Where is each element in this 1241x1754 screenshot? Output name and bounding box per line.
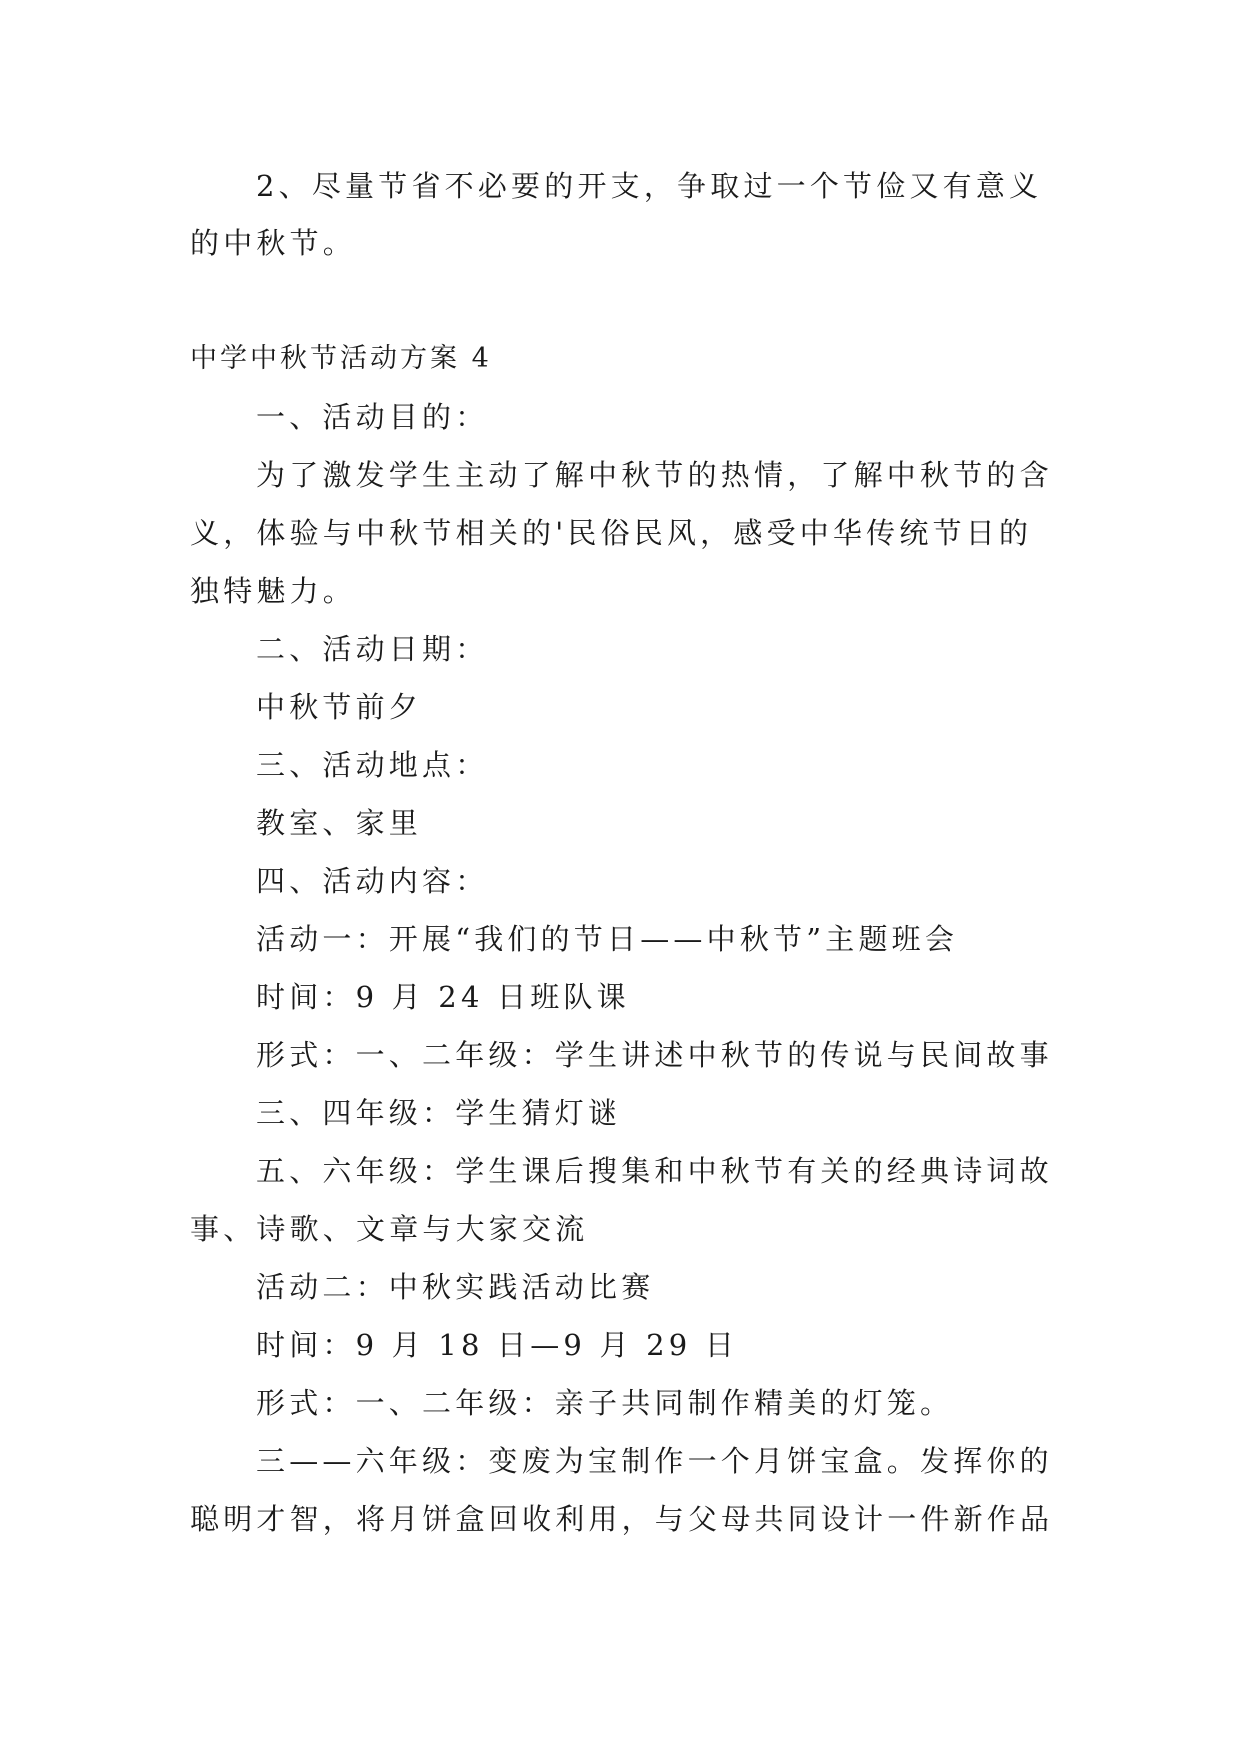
section-heading: 四、活动内容： xyxy=(256,864,489,898)
paragraph-line: 形式：一、二年级：学生讲述中秋节的传说与民间故事 xyxy=(256,1038,1053,1072)
paragraph-line: 三——六年级：变废为宝制作一个月饼宝盒。发挥你的 xyxy=(256,1444,1053,1478)
paragraph-line: 2、尽量节省不必要的开支，争取过一个节俭又有意义 xyxy=(256,169,1043,203)
paragraph-line: 活动一：开展“我们的节日——中秋节”主题班会 xyxy=(256,922,959,956)
section-heading: 一、活动目的： xyxy=(256,400,489,434)
section-heading: 三、活动地点： xyxy=(256,748,489,782)
paragraph-line: 独特魅力。 xyxy=(190,574,357,608)
paragraph-line: 形式：一、二年级：亲子共同制作精美的灯笼。 xyxy=(256,1386,954,1420)
section-heading: 二、活动日期： xyxy=(256,632,489,666)
paragraph-line: 聪明才智，将月饼盒回收利用，与父母共同设计一件新作品 xyxy=(190,1502,1054,1536)
paragraph-line: 的中秋节。 xyxy=(190,226,357,260)
paragraph-line: 时间：9 月 24 日班队课 xyxy=(256,980,630,1014)
paragraph-line: 义，体验与中秋节相关的'民俗民风，感受中华传统节日的 xyxy=(190,516,1033,550)
paragraph-line: 教室、家里 xyxy=(256,806,423,840)
paragraph-line: 事、诗歌、文章与大家交流 xyxy=(190,1212,589,1246)
paragraph-line: 中秋节前夕 xyxy=(256,690,423,724)
section-title: 中学中秋节活动方案 4 xyxy=(190,343,492,374)
paragraph-line: 为了激发学生主动了解中秋节的热情，了解中秋节的含 xyxy=(256,458,1053,492)
paragraph-line: 三、四年级：学生猜灯谜 xyxy=(256,1096,622,1130)
paragraph-line: 活动二：中秋实践活动比赛 xyxy=(256,1270,655,1304)
paragraph-line: 时间：9 月 18 日—9 月 29 日 xyxy=(256,1328,739,1362)
paragraph-line: 五、六年级：学生课后搜集和中秋节有关的经典诗词故 xyxy=(256,1154,1053,1188)
